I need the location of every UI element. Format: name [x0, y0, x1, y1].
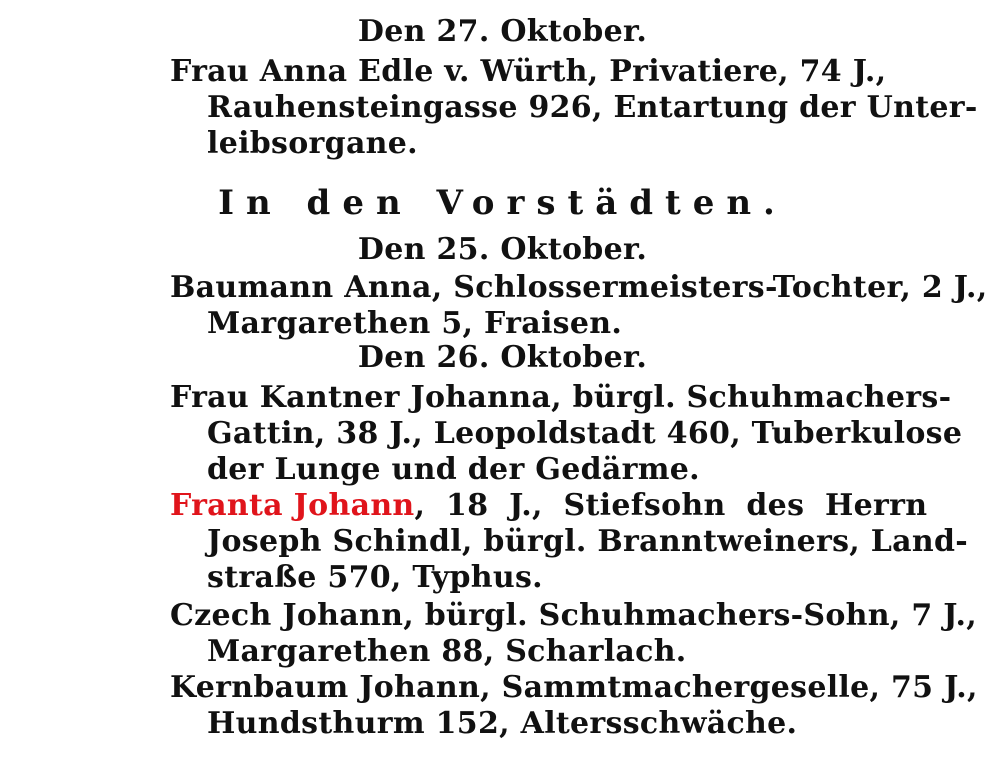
entry-kantner-line-3: der Lunge und der Gedärme. — [207, 452, 700, 487]
entry-franta-line-1 — [170, 488, 928, 524]
entry-wuerth-line-2: Rauhensteingasse 926, Entartung der Unter- — [207, 90, 978, 125]
date-heading-26-october: Den 26. Oktober. — [357, 340, 648, 375]
entry-franta-line-1-rest: , 18 J., Stiefsohn des Herrn — [414, 488, 928, 523]
date-heading-25-october: Den 25. Oktober. — [357, 232, 648, 267]
entry-baumann-line-1: Baumann Anna, Schlossermeisters-Tochter, 2 J., — [170, 270, 988, 305]
section-heading-vorstaedten: In den Vorstädten. — [218, 183, 787, 223]
entry-czech-line-1: Czech Johann, bürgl. Schuhmachers-Sohn, 7 J., — [170, 598, 977, 633]
entry-kernbaum-line-1: Kernbaum Johann, Sammtmachergeselle, 75 J., — [170, 670, 978, 705]
entry-franta-line-2: Joseph Schindl, bürgl. Branntweiners, Land- — [207, 524, 969, 559]
entry-wuerth-line-3: leibsorgane. — [207, 126, 418, 161]
entry-wuerth-line-1: Frau Anna Edle v. Würth, Privatiere, 74 J., — [170, 54, 887, 89]
entry-kantner-line-2: Gattin, 38 J., Leopoldstadt 460, Tuberkulose — [207, 416, 963, 451]
entry-baumann-line-2: Margarethen 5, Fraisen. — [207, 306, 623, 341]
entry-kantner-line-1: Frau Kantner Johanna, bürgl. Schuhmachers- — [170, 380, 952, 415]
entry-kernbaum-line-2: Hundsthurm 152, Altersschwäche. — [207, 706, 798, 741]
entry-czech-line-2: Margarethen 88, Scharlach. — [207, 634, 687, 669]
date-heading-27-october: Den 27. Oktober. — [357, 14, 648, 49]
entry-franta-line-3: straße 570, Typhus. — [207, 560, 543, 595]
highlighted-name-franta: Franta Johann — [170, 488, 415, 523]
